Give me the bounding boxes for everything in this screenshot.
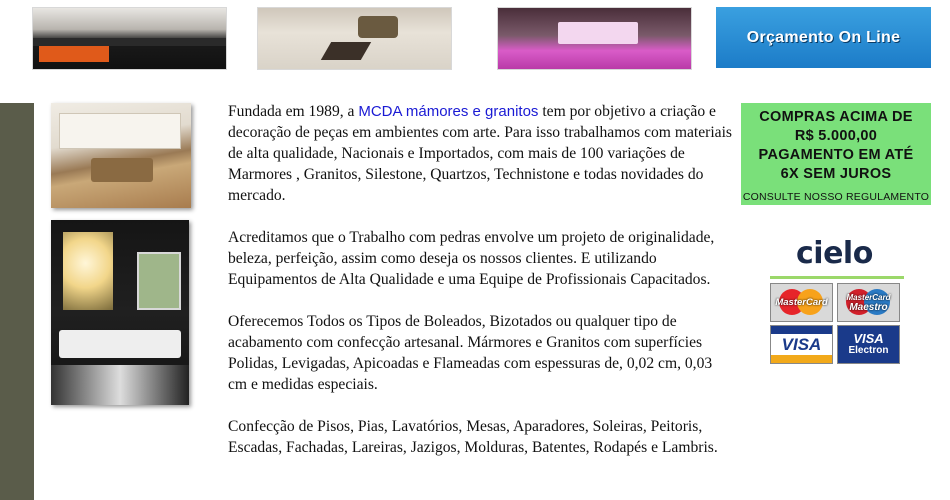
promo-box[interactable]: [741, 103, 931, 205]
mastercard-label: MasterCard: [775, 297, 828, 308]
onyx-panel-shape: [63, 232, 113, 310]
visa-top-band: [771, 326, 832, 334]
visa-electron-bottom-label: Electron: [848, 345, 889, 356]
cabinet-shape: [59, 113, 181, 149]
sink-shape: [558, 22, 638, 44]
sink-thumbnail[interactable]: [497, 7, 692, 70]
promo-line-3: PAGAMENTO EM ATÉ: [758, 147, 914, 163]
promo-headline: [741, 108, 931, 184]
window-shape: [137, 252, 181, 310]
maestro-top-label: MasterCard: [846, 292, 891, 302]
cielo-logo: cielo: [796, 236, 873, 271]
promo-line-1: COMPRAS ACIMA DE: [759, 109, 913, 125]
visa-electron-top-label: VISA: [853, 331, 884, 346]
visa-icon: [770, 325, 833, 364]
orange-cabinet-shape: [39, 46, 109, 62]
mastercard-icon: [770, 283, 833, 322]
chair-shape: [358, 16, 398, 38]
cielo-divider: [770, 276, 904, 279]
table-shape: [91, 158, 153, 182]
intro-text-end: tem por objetivo a criação e decoração de peças em ambientes com arte. Para isso trabalhamos com materiais de alta qualidade, Nacionais e Importados, com mais de 100 variações de Marmores , Granitos, Silestone, Quartzos, Technistone e todas novidades do mercado.: [228, 103, 732, 204]
orcamento-online-button[interactable]: Orçamento On Line: [716, 7, 931, 68]
promo-regulation-text: CONSULTE NOSSO REGULAMENTO: [742, 191, 930, 203]
intro-text-start: Fundada em 1989, a: [228, 103, 359, 120]
main-text: [228, 101, 733, 479]
kitchen-thumbnail[interactable]: [32, 7, 227, 70]
products-paragraph: Confecção de Pisos, Pias, Lavatórios, Mesas, Aparadores, Soleiras, Peitoris, Escadas, Fachadas, Lareiras, Jazigos, Molduras, Batentes, Rodapés e Lambris.: [228, 418, 718, 456]
kitchen-photo: [51, 103, 191, 208]
floor-shape: [51, 365, 189, 405]
company-name-link[interactable]: MCDA mámores e granitos: [358, 103, 539, 120]
bathtub-shape: [59, 330, 181, 358]
counter-shape: [33, 38, 226, 46]
left-side-bar: [0, 103, 34, 500]
finishing-paragraph: Oferecemos Todos os Tipos de Boleados, Bizotados ou qualquer tipo de acabamento com confecção artesanal. Mármores e Granitos com superfícies Polidas, Levigadas, Apicoadas e Flameadas com espessuras de, 0,02 cm, 0,03 cm e medidas especiais.: [228, 313, 713, 393]
floor-thumbnail[interactable]: [257, 7, 452, 70]
bathroom-photo: [51, 220, 189, 405]
promo-line-2: R$ 5.000,00: [794, 128, 878, 144]
promo-line-4: 6X SEM JUROS: [780, 166, 892, 182]
quality-paragraph: Acreditamos que o Trabalho com pedras envolve um projeto de originalidade, beleza, perfeição, assim como deseja os nossos clientes. E utilizando Equipamentos de Alta Qualidade e uma Equipe de Profissionais Capacitados.: [228, 229, 715, 288]
header-banner: [0, 0, 950, 80]
visa-bottom-band: [771, 355, 832, 363]
floor-inlay-shape: [321, 42, 371, 60]
visa-electron-icon: [837, 325, 900, 364]
maestro-icon: [837, 283, 900, 322]
maestro-bottom-label: Maestro: [849, 301, 888, 313]
visa-label: VISA: [781, 334, 822, 354]
intro-paragraph: [228, 101, 733, 206]
